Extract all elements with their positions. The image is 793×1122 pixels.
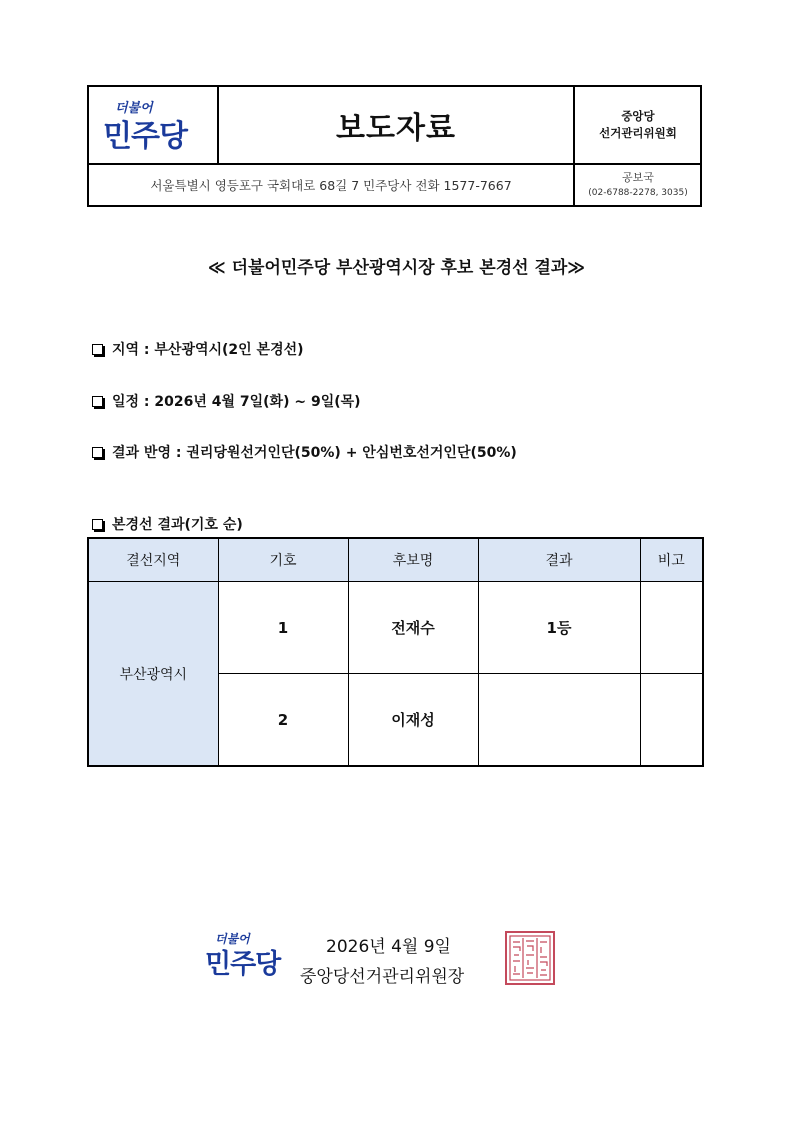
candidate-number: 1	[218, 582, 348, 674]
candidate-name: 이재성	[348, 674, 478, 767]
results-table	[87, 537, 704, 767]
column-header: 결선지역	[88, 538, 218, 582]
footer-party-logo	[205, 930, 297, 982]
org-line-2: 선거관리위원회	[599, 126, 677, 140]
column-header: 기호	[218, 538, 348, 582]
page-title: 보도자료	[336, 111, 456, 146]
column-header: 비고	[640, 538, 703, 582]
candidate-note	[640, 674, 703, 767]
bullet-text: 지역 : 부산광역시(2인 본경선)	[112, 342, 304, 358]
region-cell: 부산광역시	[88, 582, 218, 767]
logo-small-text: 더불어	[115, 101, 153, 116]
column-header: 후보명	[348, 538, 478, 582]
column-header: 결과	[478, 538, 640, 582]
press-release-header	[87, 85, 702, 207]
candidate-note	[640, 582, 703, 674]
table-header-row	[88, 538, 703, 582]
logo-big-text: 민주당	[103, 119, 187, 154]
contact-info	[575, 165, 701, 205]
checkbox-icon	[92, 519, 103, 530]
bullet-region	[92, 339, 304, 359]
org-line-1: 중앙당	[621, 109, 655, 123]
logo-small-text: 더불어	[215, 932, 250, 946]
release-date: 2026년 4월 9일	[326, 937, 451, 957]
logo-big-text: 민주당	[205, 949, 281, 980]
bullet-text: 본경선 결과(기호 순)	[112, 517, 243, 533]
candidate-result: 1등	[478, 582, 640, 674]
issuing-organization	[575, 87, 701, 163]
bullet-results	[92, 514, 243, 534]
checkbox-icon	[92, 344, 103, 355]
candidate-number: 2	[218, 674, 348, 767]
bullet-schedule	[92, 391, 361, 411]
candidate-name: 전재수	[348, 582, 478, 674]
signatory-title: 중앙당선거관리위원장	[300, 967, 465, 987]
contact-phone: (02-6788-2278, 3035)	[588, 188, 688, 198]
candidate-result	[478, 674, 640, 767]
checkbox-icon	[92, 447, 103, 458]
seal-pattern	[507, 933, 553, 983]
bullet-text: 일정 : 2026년 4월 7일(화) ~ 9일(목)	[112, 394, 361, 410]
bullet-text: 결과 반영 : 권리당원선거인단(50%) + 안심번호선거인단(50%)	[112, 445, 517, 461]
table-row	[88, 582, 703, 674]
checkbox-icon	[92, 396, 103, 407]
official-seal-stamp	[505, 931, 555, 985]
address-text: 서울특별시 영등포구 국회대로 68길 7 민주당사 전화 1577-7667	[150, 178, 512, 193]
bullet-method	[92, 442, 517, 462]
document-title: ≪ 더불어민주당 부산광역시장 후보 본경선 결과≫	[207, 258, 586, 278]
party-logo	[89, 87, 217, 163]
contact-department: 공보국	[622, 171, 654, 184]
